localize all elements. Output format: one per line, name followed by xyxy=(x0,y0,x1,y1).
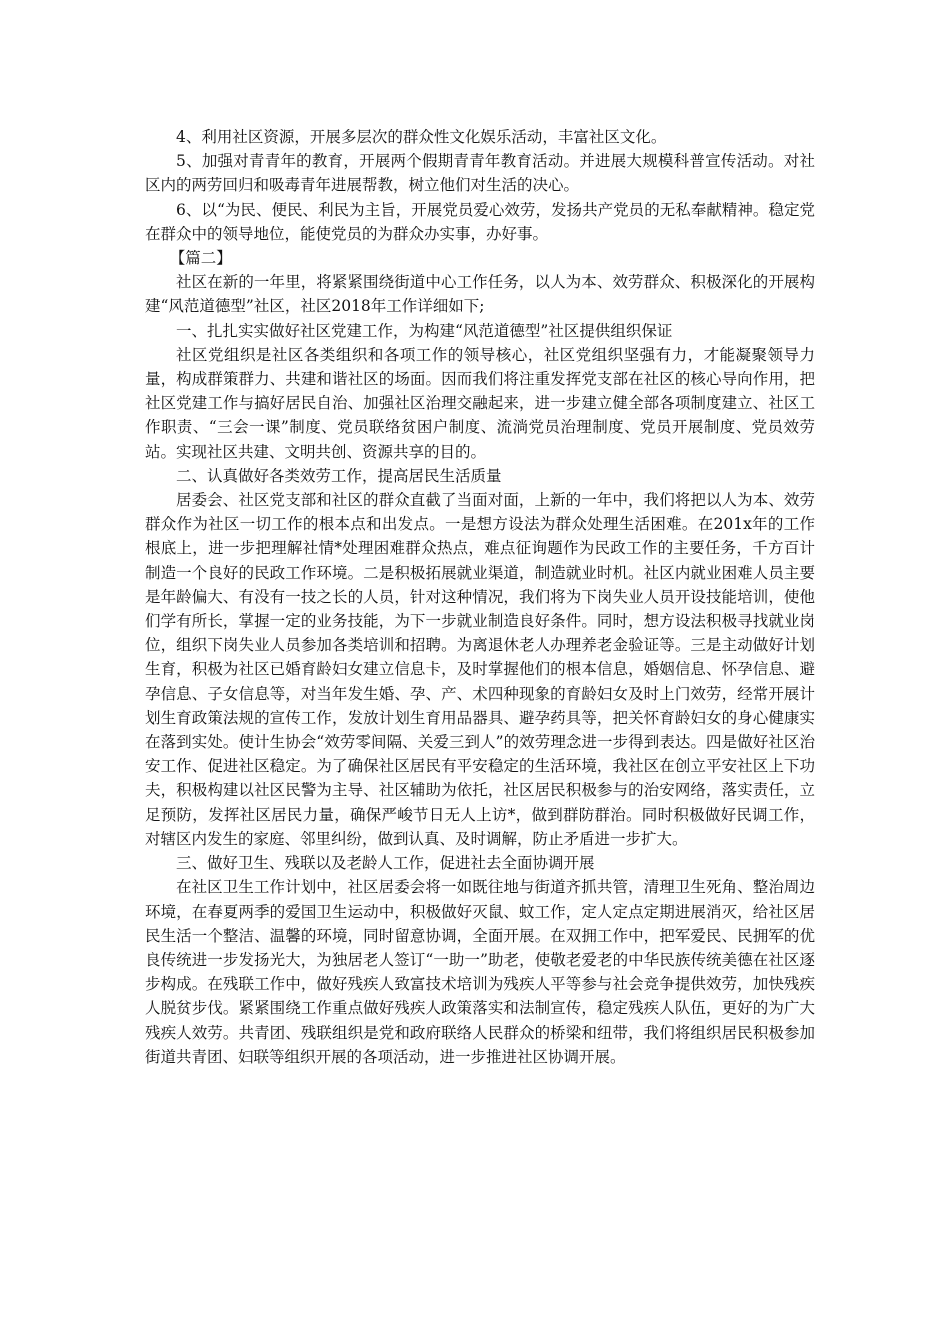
paragraph-item-4: 4、利用社区资源，开展多层次的群众性文化娱乐活动，丰富社区文化。 xyxy=(176,128,667,146)
paragraph-item-6: 6、以“为民、便民、利民为主旨，开展党员爱心效劳，发扬共产党员的无私奉献精神。稳定党在群众中的领导地位，能使党员的为群众办实事，办好事。 xyxy=(145,200,815,243)
paragraph-party-building: 社区党组织是社区各类组织和各项工作的领导核心，社区党组织坚强有力，才能凝聚领导力量，构成群策群力、共建和谐社区的场面。因而我们将注重发挥党支部在社区的核心导向作用，把社区党建工作与搞好居民自治、加强社区治理交融起来，进一步建立健全部各项制度建立、社区工作职责、“三会一课”制度、党员联络贫困户制度、流淌党员治理制度、党员开展制度、党员效劳站。实现社区共建、文明共创、资源共享的目的。 xyxy=(145,345,815,461)
section-heading-two: 二、认真做好各类效劳工作，提高居民生活质量 xyxy=(176,466,502,485)
section-heading-three: 三、做好卫生、残联以及老龄人工作，促进社去全面协调开展 xyxy=(176,854,595,873)
document-page xyxy=(145,125,815,1069)
paragraph-item-5: 5、加强对青青年的教育，开展两个假期青青年教育活动。并进展大规模科普宣传活动。对社区内的两劳回归和吸毒青年进展帮教，树立他们对生活的决心。 xyxy=(145,152,815,195)
paragraph-services: 居委会、社区党支部和社区的群众直截了当面对面，上新的一年中，我们将把以人为本、效劳群众作为社区一切工作的根本点和出发点。一是想方设法为群众处理生活困难。在201x年的工作根底上，进一步把理解社情*处理困难群众热点，难点征询题作为民政工作的主要任务，千方百计制造一个良好的民政工作环境。二是积极拓展就业渠道，制造就业时机。社区内就业困难人员主要是年龄偏大、有没有一技之长的人员，针对这种情况，我们将为下岗失业人员开设技能培训，使他们学有所长，掌握一定的业务技能，为下一步就业制造良好条件。同时，想方设法积极寻找就业岗位，组织下岗失业人员参加各类培训和招聘。为离退休老人办理养老金验证等。三是主动做好计划生育，积极为社区已婚育龄妇女建立信息卡，及时掌握他们的根本信息，婚姻信息、怀孕信息、避孕信息、子女信息等，对当年发生婚、孕、产、术四种现象的育龄妇女及时上门效劳，经常开展计划生育政策法规的宣传工作，发放计划生育用品器具、避孕药具等，把关怀育龄妇女的身心健康实在落到实处。使计生协会“效劳零间隔、关爱三到人”的效劳理念进一步得到表达。四是做好社区治安工作、促进社区稳定。为了确保社区居民有平安稳定的生活环境，我社区在创立平安社区上下功夫，积极构建以社区民警为主导、社区辅助为依托，社区居民积极参与的治安网络，落实责任，立足预防，发挥社区居民力量，确保严峻节日无人上访*，做到群防群治。同时积极做好民调工作，对辖区内发生的家庭、邻里纠纷，做到认真、及时调解，防止矛盾进一步扩大。 xyxy=(145,491,815,848)
paragraph-health-disability: 在社区卫生工作计划中，社区居委会将一如既往地与街道齐抓共管，清理卫生死角、整治周边环境，在春夏两季的爱国卫生运动中，积极做好灭鼠、蚊工作，定人定点定期进展消灭，给社区居民生活一个整洁、温馨的环境，同时留意协调，全面开展。在双拥工作中，把军爱民、民拥军的优良传统进一步发扬光大，为独居老人签订“一助一”助老，使敬老爱老的中华民族传统美德在社区逐步构成。在残联工作中，做好残疾人致富技术培训为残疾人平等参与社会竞争提供效劳，加快残疾人脱贫步伐。紧紧围绕工作重点做好残疾人政策落实和法制宣传，稳定残疾人队伍，更好的为广大残疾人效劳。共青团、残联组织是党和政府联络人民群众的桥梁和纽带，我们将组织居民积极参加街道共青团、妇联等组织开展的各项活动，进一步推进社区协调开展。 xyxy=(145,878,815,1066)
intro-paragraph: 社区在新的一年里，将紧紧围绕街道中心工作任务，以人为本、效劳群众、积极深化的开展构建“风范道德型”社区，社区2018年工作详细如下; xyxy=(145,273,815,316)
section-heading-one: 一、扎扎实实做好社区党建工作，为构建“风范道德型”社区提供组织保证 xyxy=(176,321,673,340)
section-heading-part-two: 【篇二】 xyxy=(169,249,232,268)
